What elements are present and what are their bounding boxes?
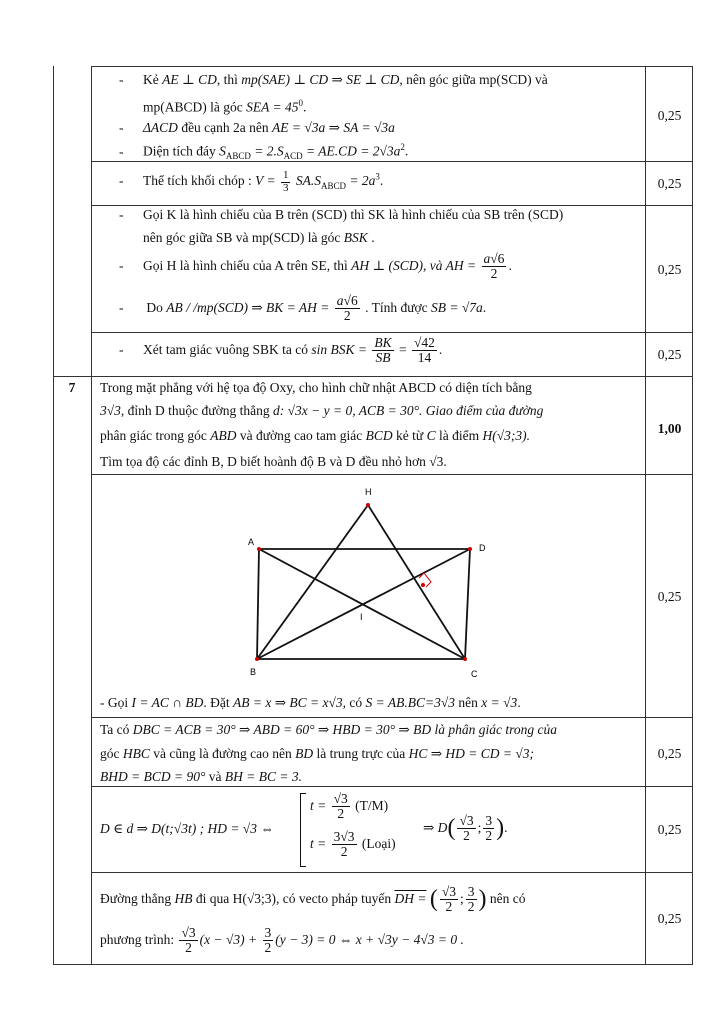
r4-line: - Xét tam giác vuông SBK ta có sin BSK = $\frac{BK}{SB}$ = $\frac{√42}{14}$ . <box>119 335 443 366</box>
r1-line3: - ΔACD đều cạnh 2a nên AE = √3a ⇒ SA = √3a <box>119 120 395 135</box>
table-border-left <box>53 66 54 965</box>
q7-line4: Tìm tọa độ các đỉnh B, D biết hoành độ B và D đều nhỏ hơn √3. <box>100 454 447 469</box>
r3-line4: - Do AB / /mp(SCD) ⇒ BK = AH = $\frac{a√6}{2}$ . Tính được SB = √7a. <box>119 293 487 324</box>
label-C: C <box>471 669 478 679</box>
q7-line1: Trong mặt phẳng với hệ tọa độ Oxy, cho hình chữ nhật ABCD có diện tích bằng <box>100 380 532 395</box>
label-B: B <box>250 667 257 677</box>
geometry-figure <box>243 481 486 696</box>
r7-case2: t = $\frac{3√3}{2}$ (Loại) <box>310 829 396 860</box>
label-I: I <box>360 612 363 622</box>
point-C <box>463 657 467 661</box>
solution-table <box>53 66 693 965</box>
table-border-bottom <box>53 964 693 965</box>
question-number: 7 <box>68 380 76 395</box>
q7-line3: phân giác trong góc ABD và đường cao tam giác BCD kẻ từ C là điểm H(√3;3). <box>100 428 530 443</box>
r6-line1: Ta có DBC = ACB = 30° ⇒ ABD = 60° ⇒ HBD = 30° ⇒ BD là phân giác trong của <box>100 722 557 737</box>
score-r6: 0,25 <box>657 746 682 761</box>
r1-line2: mp(ABCD) là góc SEA = $45^0$. <box>143 98 307 115</box>
r8-line1: Đường thẳng HB đi qua H(√3;3), có vecto pháp tuyến DH = ( $\frac{√3}{2}$ ; $\frac{3}{2}$ ) nên có <box>100 884 526 915</box>
row-divider <box>91 872 693 873</box>
score-r1: 0,25 <box>657 108 682 123</box>
edge-AB <box>257 549 259 659</box>
score-r3: 0,25 <box>657 262 682 277</box>
score-q7: 1,00 <box>657 421 682 436</box>
r3-line1: - Gọi K là hình chiếu của B trên (SCD) thì SK là hình chiếu của SB trên (SCD) <box>119 207 564 222</box>
r6-line3: BHD = BCD = 90° và BH = BC = 3. <box>100 769 302 784</box>
r3-line3: - Gọi H là hình chiếu của A trên SE, thì AH ⊥ (SCD), và AH = $\frac{a√6}{2}$ . <box>119 251 512 282</box>
r3-line2: nên góc giữa SB và mp(SCD) là góc BSK . <box>143 230 375 245</box>
r8-line2: phương trình: $\frac{√3}{2}$ (x − √3) + $\frac{3}{2}$ (y − 3) = 0 ⇔ x + √3y − 4√3 = 0 . <box>100 925 464 956</box>
r7-case1: t = $\frac{√3}{2}$ (T/M) <box>310 791 389 822</box>
r1-line4: - Diện tích đáy $S_{ABCD} = 2.S_{ACD} = AE.CD = 2√3a^2$. <box>119 142 409 162</box>
score-fig: 0,25 <box>657 589 682 604</box>
r5-line: - Gọi I = AC ∩ BD. Đặt AB = x ⇒ BC = x√3, có S = AB.BC=3√3 nên x = √3. <box>100 695 521 710</box>
label-D: D <box>479 543 486 553</box>
segment-BH <box>257 505 368 659</box>
row-divider <box>53 376 693 377</box>
vertex-points <box>255 503 472 661</box>
label-A: A <box>248 537 255 547</box>
row-divider <box>91 717 693 718</box>
point-foot <box>421 583 425 587</box>
case-bracket <box>300 793 306 867</box>
score-r2: 0,25 <box>657 176 682 191</box>
q7-line2: 3√3, đỉnh D thuộc đường thẳng d: √3x − y = 0, ACB = 30°. Giao điểm của đường <box>100 403 544 418</box>
r2-line: - Thể tích khối chóp : V = $\frac{1}{3}$ $SA.S_{ABCD} = 2a^3$. <box>119 169 384 194</box>
point-D <box>468 547 472 551</box>
point-B <box>255 657 259 661</box>
row-divider <box>91 786 693 787</box>
score-r8: 0,25 <box>657 911 682 926</box>
segment-HC <box>368 505 465 659</box>
table-col-divider-1 <box>91 66 92 965</box>
row-divider <box>91 474 693 475</box>
edge-DC <box>465 549 470 659</box>
r1-line1: - Kẻ AE ⊥ CD, thì mp(SAE) ⊥ CD ⇒ SE ⊥ CD, nên góc giữa mp(SCD) và <box>119 72 548 87</box>
r7-left: D ∈ d ⇒ D(t;√3t) ; HD = √3 ⇔ <box>100 821 274 836</box>
row-divider <box>91 66 693 67</box>
label-H: H <box>365 487 372 497</box>
score-r7: 0,25 <box>657 822 682 837</box>
score-r4: 0,25 <box>657 347 682 362</box>
row-divider <box>91 205 693 206</box>
r6-line2: góc HBC và cũng là đường cao nên BD là trung trực của HC ⇒ HD = CD = √3; <box>100 746 535 761</box>
row-divider <box>91 332 693 333</box>
r7-result: ⇒ D( $\frac{√3}{2}$ ; $\frac{3}{2}$ ). <box>423 813 508 844</box>
point-H <box>366 503 370 507</box>
point-A <box>257 547 261 551</box>
